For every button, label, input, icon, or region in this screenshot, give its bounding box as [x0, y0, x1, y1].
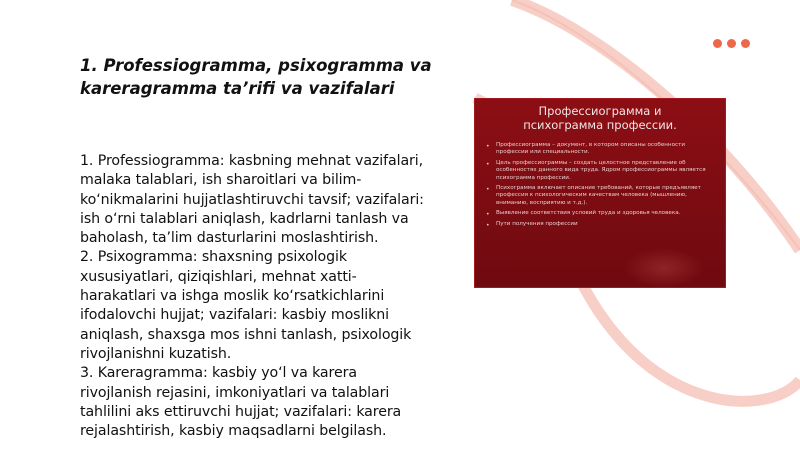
title-line: kareragramma ta’rifi va vazifalari [80, 79, 395, 98]
title-line: 1. Professiogramma, psixogramma va [80, 56, 432, 75]
dot [713, 39, 722, 48]
slide-bullet-text: Профессиограмма – документ, в котором описаны особенности профессии или специальности. [496, 142, 685, 156]
bullet-icon: • [486, 186, 490, 194]
slide-bullet-list [486, 142, 718, 231]
slide-bullet-text: Пути получения профессии [496, 220, 578, 227]
body-text [80, 152, 425, 441]
slide-title [474, 104, 726, 132]
slide-bullet-text: Цель профессиограммы – создать целостное представление об особенностях данного вида труда. Ядром профессиограммы является психограмма профессии. [496, 159, 706, 181]
slide-bullet-item [486, 142, 718, 157]
embedded-slide-image [474, 98, 726, 288]
slide-glow [624, 248, 704, 288]
slide-bullet-text: Выявление соответствия условий труда и здоровья человека. [496, 210, 681, 217]
dot [741, 39, 750, 48]
slide-bullet-item [486, 185, 718, 207]
paragraph-psixogramma: 2. Psixogramma: shaxsning psixologik xususiyatlari, qiziqishlari, mehnat xatti-harakatlari va ishga moslik ko‘rsatkichlarini ifodalovchi hujjat; vazifalari: kasbiy moslikni aniqlash, shaxsga mos ishni tanlash, psixologik rivojlanishni kuzatish. [80, 249, 412, 362]
bullet-icon: • [486, 143, 490, 150]
page-title [80, 54, 450, 100]
dot [727, 39, 736, 48]
paragraph-professiogramma: 1. Professiogramma: kasbning mehnat vazifalari, malaka talablari, ish sharoitlari va bilim-ko‘nikmalarini hujjatlashtiruvchi tavsif; vazifalari: ish o‘rni talablari aniqlash, kadrlarni tanlash va baholash, ta’lim dasturlarini moslashtirish. [80, 153, 424, 247]
bullet-icon: • [486, 221, 490, 229]
three-dots-icon [713, 39, 750, 48]
bullet-icon: • [486, 160, 490, 168]
slide-bullet-item [486, 221, 718, 228]
bullet-icon: • [486, 211, 490, 219]
slide-title-line: психограмма профессии. [523, 118, 677, 132]
slide-title-line: Профессиограмма и [538, 104, 662, 118]
slide-bullet-item [486, 160, 718, 182]
slide-bullet-item [486, 210, 718, 217]
paragraph-kareragramma: 3. Kareragramma: kasbiy yo‘l va karera rivojlanish rejasini, imkoniyatlari va talablari tahlilini aks ettiruvchi hujjat; vazifalari: karera rejalashtirish, kasbiy maqsadlarni belgilash. [80, 365, 402, 440]
slide-bullet-text: Психограмма включает описание требований, которые предъявляет профессия к психологическим качествам человека (мышлению, вниманию, восприятию и т.д.). [496, 185, 701, 206]
